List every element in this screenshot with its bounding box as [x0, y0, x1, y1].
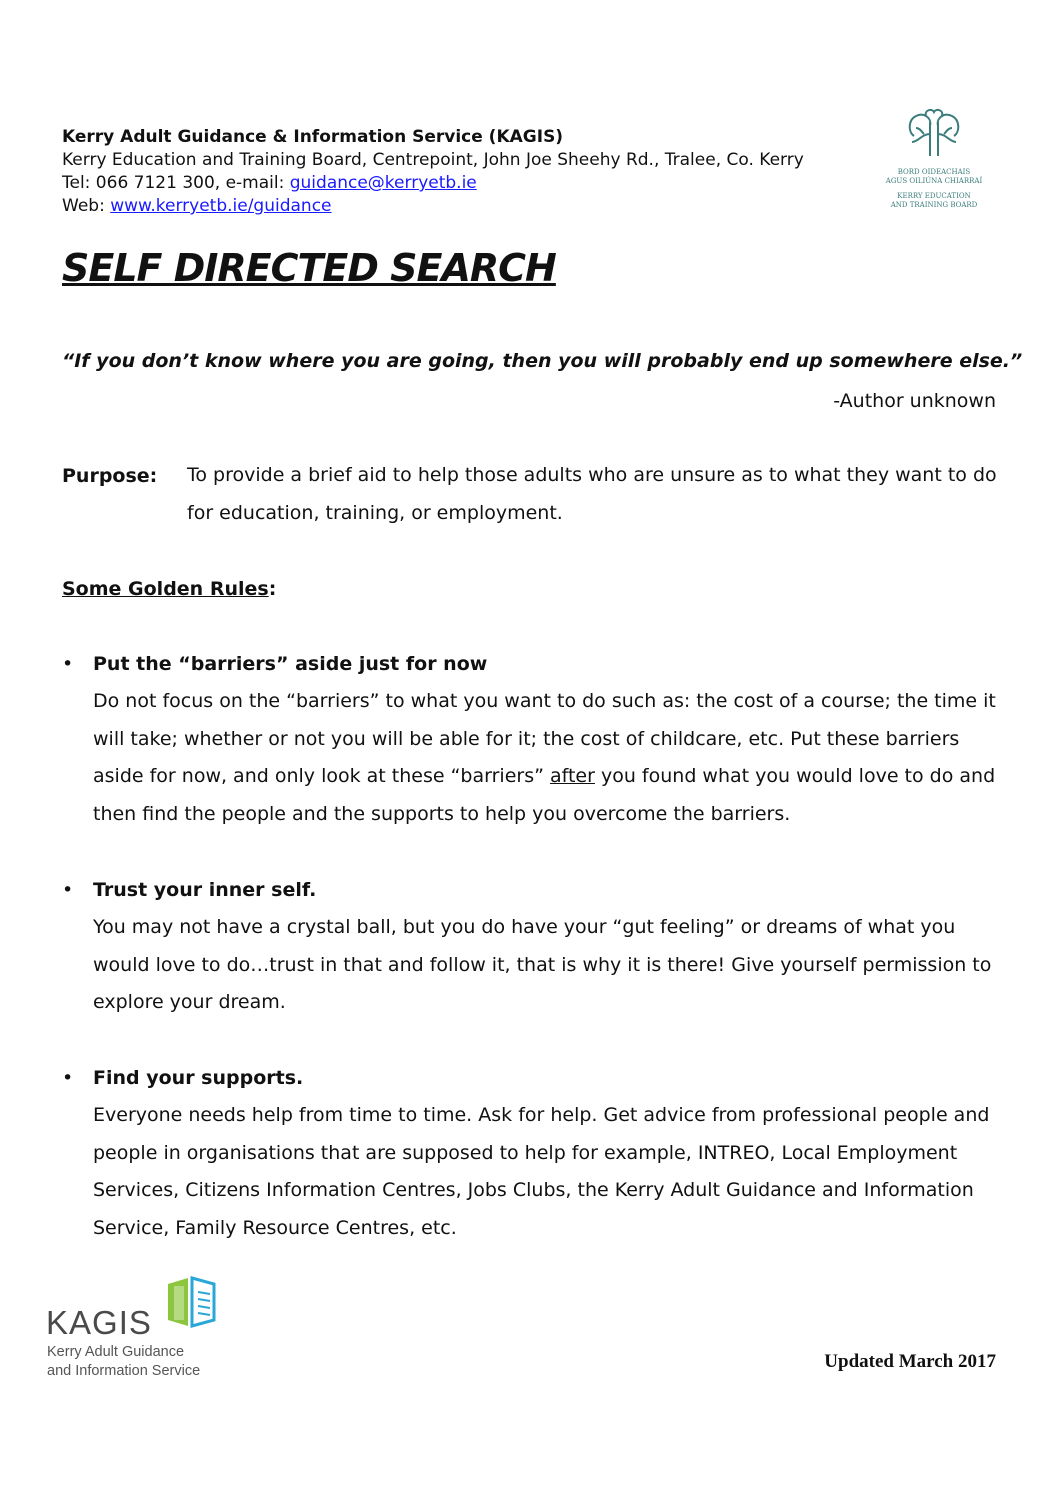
org-address: Kerry Education and Training Board, Centrepoint, John Joe Sheehy Rd., Tralee, Co. Kerry: [62, 150, 804, 170]
etb-logo-text-irish-1: BORD OIDEACHAIS: [897, 168, 971, 176]
rules-heading-colon: :: [268, 578, 277, 600]
kagis-logo: [46, 1274, 246, 1384]
kagis-logo-tagline-2: and Information Service: [47, 1363, 201, 1379]
contact-line: [62, 172, 804, 195]
rule-body: You may not have a crystal ball, but you do have your “gut feeling” or dreams of what you would love to do…trust in that and follow it, that is why it is there! Give yourself permission to explore your dream.: [93, 916, 992, 1014]
rule-body-text-end: you found what you would love to do and then find the people and the supports to help you overcome the barriers.: [93, 765, 996, 825]
rule-body: Everyone needs help from time to time. Ask for help. Get advice from professional people and people in organisations that are supposed to help for example, INTREO, Local Employment Services, Citizens Information Centres, Jobs Clubs, the Kerry Adult Guidance and Information Service, Family Resource Centres, etc.: [93, 1104, 990, 1239]
rules-heading-text: Some Golden Rules: [62, 578, 269, 600]
tel-text: Tel: 066 7121 300, e-mail:: [62, 173, 290, 193]
rule-body-text: Do not focus on the “barriers” to what you want to do such as: the cost of a course; the time it will take; whether or not you will be able for it; the cost of childcare, etc. Put these barriers aside for now, and only look at these “barriers”: [93, 690, 996, 788]
updated-date: Updated March 2017: [824, 1351, 996, 1372]
web-line: [62, 195, 804, 218]
tree-head-icon: [874, 106, 994, 162]
quote: “If you don’t know where you are going, then you will probably end up somewhere else.”: [62, 350, 1023, 372]
rule-heading: Put the “barriers” aside just for now: [93, 653, 488, 675]
kerry-etb-logo: [874, 106, 994, 238]
bullet-icon: •: [62, 653, 74, 675]
kagis-logo-tagline-1: Kerry Adult Guidance: [47, 1344, 185, 1360]
rule-body-underlined: after: [549, 765, 595, 788]
door-book-icon: [164, 1274, 224, 1330]
contact-header: [62, 126, 804, 218]
rule-body: [93, 683, 998, 833]
kagis-logo-wordmark: KAGIS: [46, 1304, 152, 1341]
etb-logo-text-english-1: KERRY EDUCATION: [897, 192, 971, 200]
etb-logo-text-irish-2: AGUS OILIÚNA CHIARRAÍ: [885, 177, 983, 185]
purpose-text: To provide a brief aid to help those adults who are unsure as to what they want to do for education, training, or employment.: [187, 464, 997, 524]
rule-heading: Trust your inner self.: [93, 879, 317, 901]
rule-heading: Find your supports.: [93, 1067, 304, 1089]
bullet-icon: •: [62, 879, 74, 901]
org-name: Kerry Adult Guidance & Information Service (KAGIS): [62, 127, 564, 147]
web-label: Web:: [62, 196, 111, 216]
page-title: SELF DIRECTED SEARCH: [62, 246, 556, 290]
web-link[interactable]: www.kerryetb.ie/guidance: [110, 196, 332, 216]
rules-heading: [62, 578, 276, 600]
purpose-label: Purpose:: [62, 465, 158, 487]
quote-author: -Author unknown: [833, 390, 996, 412]
bullet-icon: •: [62, 1067, 74, 1089]
etb-logo-text-english-2: AND TRAINING BOARD: [890, 201, 978, 209]
email-link[interactable]: guidance@kerryetb.ie: [289, 173, 477, 193]
